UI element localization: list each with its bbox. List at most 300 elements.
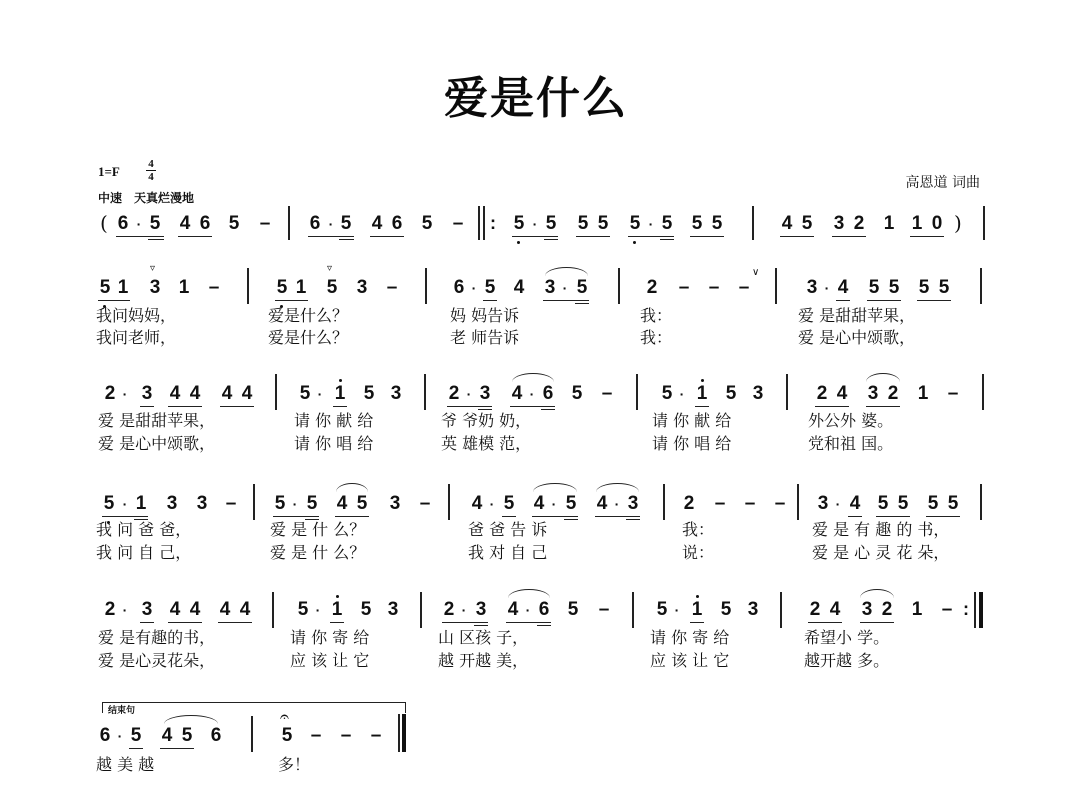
note: 2 [816, 383, 828, 404]
beam-underline [564, 519, 578, 520]
augmentation-dot: · [532, 216, 538, 232]
sustain-dash: – [370, 725, 382, 746]
note: 3 [196, 493, 208, 514]
note: 6 [117, 213, 129, 234]
key-signature: 1=F [98, 164, 120, 179]
bar-line [275, 374, 277, 410]
beam-underline [447, 406, 492, 407]
note: 5 [656, 599, 668, 620]
author-credit: 高恩道 词曲 [905, 175, 980, 191]
beam-underline [695, 406, 709, 407]
sustain-dash: – [947, 383, 959, 404]
note: 1 [911, 213, 923, 234]
open-parenthesis: ( [100, 211, 108, 235]
beam-underline [442, 622, 488, 623]
sustain-dash: – [340, 725, 352, 746]
beam-underline [848, 516, 862, 517]
beam-underline [140, 622, 154, 623]
bar-line [425, 268, 427, 304]
bar-line [632, 592, 634, 628]
beam-underline [576, 236, 610, 237]
note: 6 [99, 725, 111, 746]
note: 4 [511, 383, 523, 404]
note: 5 [297, 599, 309, 620]
augmentation-dot: · [824, 280, 830, 296]
note: 4 [221, 383, 233, 404]
breath-mark: ∨ [752, 267, 760, 278]
note: 3 [479, 383, 491, 404]
beam-underline [102, 516, 148, 517]
note: 4 [161, 725, 173, 746]
note: 5 [711, 213, 723, 234]
note: 5 [897, 493, 909, 514]
note: 5 [503, 493, 515, 514]
slur [545, 267, 588, 276]
note: 4 [533, 493, 545, 514]
note: 6 [210, 725, 222, 746]
lyric-verse2: 爱 是心中颂歌， [98, 434, 216, 453]
beam-underline [917, 300, 951, 301]
bar-line [253, 484, 255, 520]
octave-dot-high [336, 595, 339, 598]
sustain-dash: – [601, 383, 613, 404]
beam-underline [335, 516, 369, 517]
note: 3 [390, 383, 402, 404]
note: 6 [542, 383, 554, 404]
note: 5 [103, 493, 115, 514]
sustain-dash: – [738, 277, 750, 298]
beam-underline [660, 239, 674, 240]
note: 5 [181, 725, 193, 746]
note: 5 [868, 277, 880, 298]
note: 1 [917, 383, 929, 404]
beam-underline [474, 625, 488, 626]
beam-underline [98, 300, 130, 301]
note: 6 [309, 213, 321, 234]
octave-dot-low [633, 241, 636, 244]
lyric-verse1: 外公外 婆。 [808, 411, 894, 430]
note: 3 [752, 383, 764, 404]
sustain-dash: – [744, 493, 756, 514]
beam-underline [339, 239, 354, 240]
slur [336, 483, 368, 492]
lyric-verse1: 爸 爸 告 诉 [468, 520, 548, 539]
note: 3 [833, 213, 845, 234]
note: 4 [241, 383, 253, 404]
octave-dot-low [517, 241, 520, 244]
bar-line [478, 206, 480, 240]
note: 5 [661, 213, 673, 234]
note: 5 [661, 383, 673, 404]
bar-line [288, 206, 290, 240]
lyric-verse2: 应 该 让 它 [650, 651, 730, 670]
beam-underline [541, 409, 555, 410]
bar-line [448, 484, 450, 520]
bar-line [775, 268, 777, 304]
beam-underline [910, 236, 944, 237]
beam-underline [595, 516, 640, 517]
note: 3 [475, 599, 487, 620]
lyric-verse1: 请 你 献 给 [652, 411, 732, 430]
note: 5 [421, 213, 433, 234]
lyric-verse2: 爱是什么？ [268, 328, 349, 347]
note: 3 [141, 599, 153, 620]
lyric-verse2: 老 师告诉 [450, 328, 520, 347]
note: 3 [867, 383, 879, 404]
augmentation-dot: · [328, 216, 334, 232]
note: 5 [149, 213, 161, 234]
coda-label: 结束句 [108, 706, 136, 716]
bar-line [424, 374, 426, 410]
beam-underline [308, 236, 354, 237]
expression-label: 天真烂漫地 [134, 191, 195, 205]
note: 4 [169, 383, 181, 404]
note: 2 [104, 599, 116, 620]
lyric-verse2: 爱 是 心 灵 花 朵， [812, 543, 950, 562]
beam-underline [273, 516, 319, 517]
note: 2 [646, 277, 658, 298]
beam-underline [478, 409, 492, 410]
lyric-verse2: 我： [640, 328, 673, 347]
beam-underline [510, 406, 555, 407]
tempo-label: 中速 [98, 191, 123, 205]
note: 4 [239, 599, 251, 620]
beam-underline [628, 236, 674, 237]
note: 4 [837, 277, 849, 298]
note: 1 [178, 277, 190, 298]
note: 6 [199, 213, 211, 234]
breath-mark: ▿ [150, 263, 156, 274]
note: 4 [189, 599, 201, 620]
lyric-verse2: 爱 是 什 么？ [270, 543, 366, 562]
bar-line [483, 206, 485, 240]
note: 3 [356, 277, 368, 298]
fermata-icon: 𝄐 [280, 707, 289, 726]
lyric-verse1: 请 你 寄 给 [650, 628, 730, 647]
octave-dot-high [701, 379, 704, 382]
beam-underline [808, 622, 842, 623]
sustain-dash: – [774, 493, 786, 514]
beam-underline [575, 303, 589, 304]
slur [164, 715, 218, 724]
slur [596, 483, 639, 492]
beam-underline [160, 748, 194, 749]
note: 5 [274, 493, 286, 514]
beam-underline [690, 622, 704, 623]
note: 5 [597, 213, 609, 234]
note: 5 [306, 493, 318, 514]
note: 4 [169, 599, 181, 620]
bar-line [797, 484, 799, 520]
lyric-verse1: 爱 是甜甜苹果， [98, 411, 216, 430]
bar-line [272, 592, 274, 628]
note: 4 [179, 213, 191, 234]
lyric-verse2: 越 开越 美， [438, 651, 529, 670]
lyric-verse1: 山 区孩 子， [438, 628, 529, 647]
note: 5 [801, 213, 813, 234]
augmentation-dot: · [562, 280, 568, 296]
bar-line [983, 206, 985, 240]
note: 5 [99, 277, 111, 298]
augmentation-dot: · [679, 386, 685, 402]
note: 1 [334, 383, 346, 404]
sustain-dash: – [714, 493, 726, 514]
note: 3 [747, 599, 759, 620]
lyric-verse2: 越开越 多。 [804, 651, 890, 670]
note: 6 [538, 599, 550, 620]
note: 5 [725, 383, 737, 404]
lyric-verse1: 爱 是有趣的书， [98, 628, 216, 647]
note: 0 [931, 213, 943, 234]
augmentation-dot: · [835, 496, 841, 512]
beam-underline [502, 516, 516, 517]
note: 2 [448, 383, 460, 404]
time-signature [146, 158, 156, 183]
slur [866, 373, 900, 382]
note: 4 [596, 493, 608, 514]
lyric-verse1: 爷 爷奶 奶， [441, 411, 532, 430]
bar-line [980, 268, 982, 304]
note: 5 [877, 493, 889, 514]
beam-underline [506, 622, 551, 623]
augmentation-dot: · [529, 386, 535, 402]
note: 2 [683, 493, 695, 514]
lyric-verse2: 我 对 自 己 [468, 543, 548, 562]
note: 5 [513, 213, 525, 234]
beam-underline [836, 300, 850, 301]
note: 3 [389, 493, 401, 514]
bar-line [780, 592, 782, 628]
lyric-verse1: 爱 是 什 么？ [270, 520, 366, 539]
note: 5 [720, 599, 732, 620]
beam-underline [832, 236, 866, 237]
bar-line [636, 374, 638, 410]
note: 2 [887, 383, 899, 404]
beam-underline [148, 239, 164, 240]
augmentation-dot: · [471, 280, 477, 296]
lyric-verse1: 我： [640, 306, 673, 325]
slur [508, 589, 550, 598]
lyric-verse1: 爱 是甜甜苹果， [798, 306, 916, 325]
note: 3 [166, 493, 178, 514]
note: 5 [576, 277, 588, 298]
coda-lyric: 多！ [278, 755, 311, 774]
beam-underline [866, 406, 900, 407]
augmentation-dot: · [525, 602, 531, 618]
lyric-verse2: 我问老师， [96, 328, 177, 347]
note: 3 [861, 599, 873, 620]
lyric-verse2: 应 该 让 它 [290, 651, 370, 670]
augmentation-dot: · [614, 496, 620, 512]
beam-underline [275, 300, 308, 301]
note: 1 [691, 599, 703, 620]
lyric-verse2: 说： [682, 543, 715, 562]
beam-underline [330, 622, 344, 623]
note: 3 [149, 277, 161, 298]
note: 5 [947, 493, 959, 514]
close-parenthesis: ) [954, 211, 962, 235]
beam-underline [333, 406, 347, 407]
breath-mark: ▿ [327, 263, 333, 274]
coda-lyric: 越 美 越 [96, 755, 155, 774]
coda-bracket [102, 702, 406, 713]
note: 5 [565, 493, 577, 514]
bar-line [663, 484, 665, 520]
note: 5 [326, 277, 338, 298]
note: 5 [545, 213, 557, 234]
note: 5 [360, 599, 372, 620]
repeat-end-colon: : [963, 599, 969, 619]
augmentation-dot: · [122, 496, 128, 512]
bar-line [974, 592, 976, 628]
note: 4 [836, 383, 848, 404]
note: 5 [299, 383, 311, 404]
octave-dot-high [696, 595, 699, 598]
note: 5 [130, 725, 142, 746]
note: 4 [189, 383, 201, 404]
slur [512, 373, 554, 382]
lyric-verse1: 爱是什么？ [268, 306, 349, 325]
lyric-verse1: 希望小 学。 [804, 628, 890, 647]
lyric-verse2: 我 问 自 己， [96, 543, 192, 562]
beam-underline [537, 625, 551, 626]
augmentation-dot: · [292, 496, 298, 512]
beam-underline [168, 406, 202, 407]
lyric-verse2: 爱 是心中颂歌， [798, 328, 916, 347]
sustain-dash: – [678, 277, 690, 298]
note: 5 [484, 277, 496, 298]
lyric-verse1: 我： [682, 520, 715, 539]
note: 4 [336, 493, 348, 514]
lyric-verse1: 请 你 寄 给 [290, 628, 370, 647]
bar-line [251, 716, 253, 752]
note: 4 [507, 599, 519, 620]
beam-underline [543, 300, 589, 301]
note: 5 [571, 383, 583, 404]
note: 1 [696, 383, 708, 404]
lyric-verse2: 英 雄模 范， [441, 434, 532, 453]
bar-line [618, 268, 620, 304]
sustain-dash: – [598, 599, 610, 620]
bar-line [398, 714, 400, 752]
note: 3 [544, 277, 556, 298]
lyric-verse1: 爱 是 有 趣 的 书， [812, 520, 950, 539]
beam-underline [220, 406, 254, 407]
tempo-marking [98, 189, 206, 206]
note: 3 [141, 383, 153, 404]
beam-underline [815, 406, 849, 407]
note: 5 [228, 213, 240, 234]
note: 3 [627, 493, 639, 514]
sustain-dash: – [708, 277, 720, 298]
beam-underline [626, 519, 640, 520]
note: 5 [888, 277, 900, 298]
note: 4 [513, 277, 525, 298]
beam-underline [780, 236, 814, 237]
lyric-verse2: 党和祖 国。 [808, 434, 894, 453]
augmentation-dot: · [551, 496, 557, 512]
bar-line [247, 268, 249, 304]
beam-underline [544, 239, 558, 240]
augmentation-dot: · [122, 386, 128, 402]
beam-underline [218, 622, 252, 623]
lyric-verse2: 请 你 唱 给 [294, 434, 374, 453]
beam-underline [129, 748, 143, 749]
augmentation-dot: · [122, 602, 128, 618]
sustain-dash: – [310, 725, 322, 746]
beam-underline [178, 236, 212, 237]
note: 1 [883, 213, 895, 234]
note: 2 [881, 599, 893, 620]
bar-line [402, 714, 406, 752]
augmentation-dot: · [489, 496, 495, 512]
lyric-verse1: 请 你 献 给 [294, 411, 374, 430]
beam-underline [876, 516, 910, 517]
note: 1 [295, 277, 307, 298]
note: 5 [340, 213, 352, 234]
note: 4 [219, 599, 231, 620]
note: 5 [281, 725, 293, 746]
beam-underline [370, 236, 404, 237]
augmentation-dot: · [315, 602, 321, 618]
note: 5 [363, 383, 375, 404]
beam-underline [532, 516, 578, 517]
slur [860, 589, 894, 598]
note: 1 [135, 493, 147, 514]
sustain-dash: – [941, 599, 953, 620]
note: 5 [918, 277, 930, 298]
beam-underline [512, 236, 558, 237]
note: 6 [391, 213, 403, 234]
slur [533, 483, 577, 492]
bar-line [786, 374, 788, 410]
lyric-verse2: 请 你 唱 给 [652, 434, 732, 453]
beam-underline [116, 236, 164, 237]
beam-underline [483, 300, 497, 301]
note: 3 [387, 599, 399, 620]
repeat-start-colon: : [490, 213, 496, 233]
beam-underline [860, 622, 894, 623]
note: 2 [809, 599, 821, 620]
note: 1 [911, 599, 923, 620]
augmentation-dot: · [466, 386, 472, 402]
note: 2 [104, 383, 116, 404]
note: 4 [471, 493, 483, 514]
bar-line [980, 484, 982, 520]
time-signature-top: 4 [148, 158, 154, 170]
lyric-verse2: 爱 是心灵花朵， [98, 651, 216, 670]
note: 4 [829, 599, 841, 620]
song-title: 爱是什么 [444, 73, 628, 124]
note: 6 [453, 277, 465, 298]
note: 3 [817, 493, 829, 514]
sustain-dash: – [419, 493, 431, 514]
octave-dot-high [339, 379, 342, 382]
note: 4 [371, 213, 383, 234]
sustain-dash: – [452, 213, 464, 234]
note: 2 [443, 599, 455, 620]
note: 5 [927, 493, 939, 514]
sustain-dash: – [386, 277, 398, 298]
time-signature-bottom: 4 [146, 170, 156, 183]
note: 3 [806, 277, 818, 298]
note: 1 [331, 599, 343, 620]
lyric-verse1: 我 问 爸 爸， [96, 520, 192, 539]
augmentation-dot: · [136, 216, 142, 232]
bar-line [752, 206, 754, 240]
note: 5 [276, 277, 288, 298]
augmentation-dot: · [674, 602, 680, 618]
